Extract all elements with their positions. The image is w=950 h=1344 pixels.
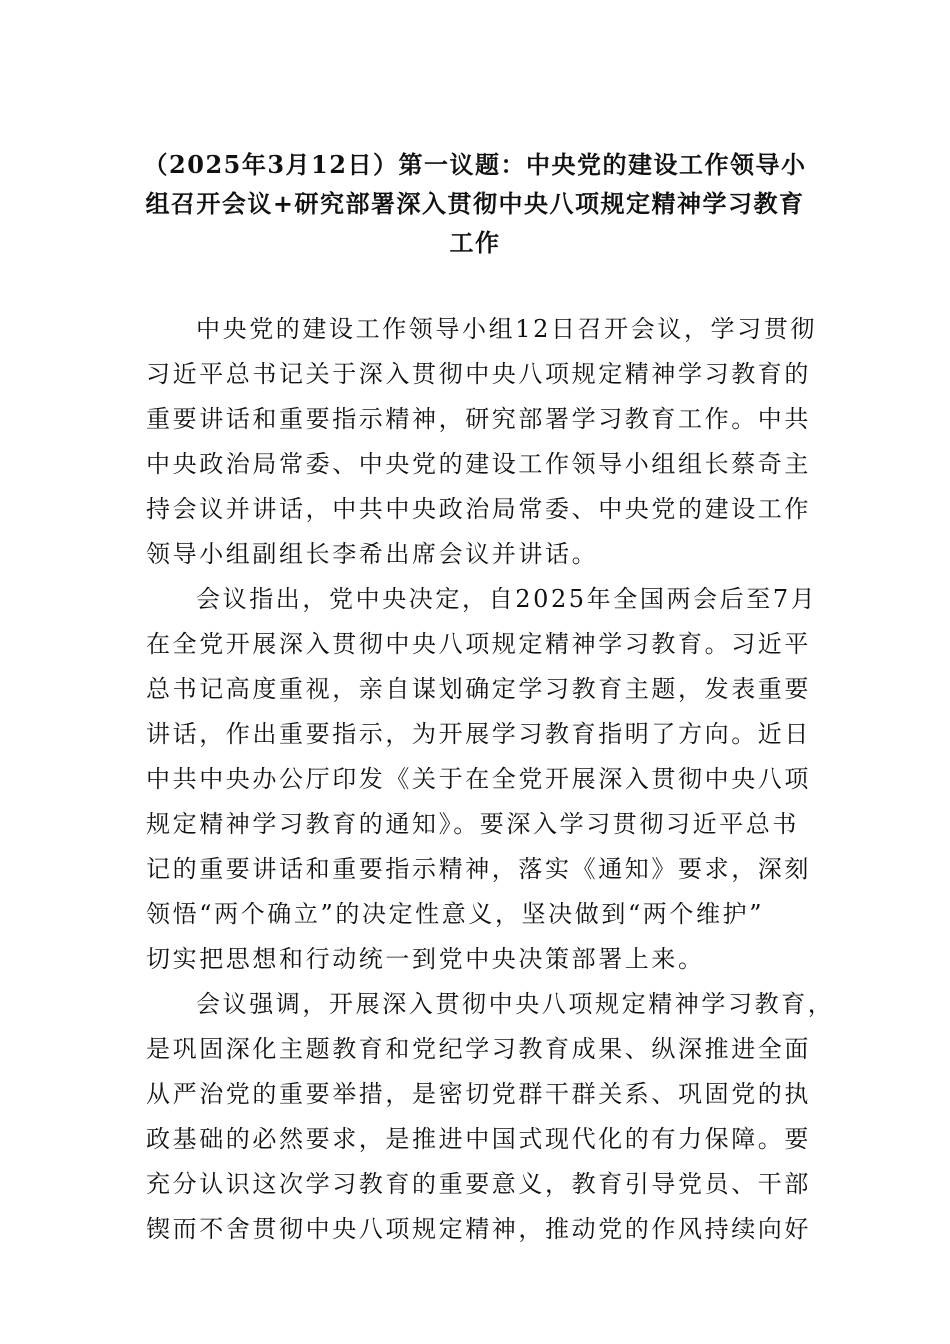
paragraph-line: 领悟“两个确立”的决定性意义，坚决做到“两个维护”: [146, 900, 765, 928]
paragraph-line: 中央党的建设工作领导小组12日召开会议，学习贯彻: [196, 315, 817, 343]
title-line: 组召开会议+研究部署深入贯彻中央八项规定精神学习教育: [145, 189, 805, 218]
paragraph-line: 从严治党的重要举措，是密切党群干群关系、巩固党的执: [146, 1080, 811, 1108]
paragraph-line: 中央政治局常委、中央党的建设工作领导小组组长蔡奇主: [146, 450, 811, 478]
paragraph-line: 重要讲话和重要指示精神，研究部署学习教育工作。中共: [146, 405, 811, 433]
paragraph-line: 充分认识这次学习教育的重要意义，教育引导党员、干部: [146, 1170, 811, 1198]
document-body: [146, 307, 835, 1252]
paragraph-line: 领导小组副组长李希出席会议并讲话。: [146, 540, 599, 568]
paragraph-line: 切实把思想和行动统一到党中央决策部署上来。: [146, 945, 705, 973]
paragraph-line: 记的重要讲话和重要指示精神，落实《通知》要求，深刻: [146, 855, 811, 883]
paragraph-line: 规定精神学习教育的通知》。要深入学习贯彻习近平总书: [146, 810, 799, 838]
paragraph-line: 政基础的必然要求，是推进中国式现代化的有力保障。要: [146, 1125, 811, 1153]
paragraph-line: 会议指出，党中央决定，自2025年全国两会后至7月: [196, 585, 818, 613]
paragraph-line: 会议强调，开展深入贯彻中央八项规定精神学习教育，: [196, 990, 835, 1018]
paragraph-line: 总书记高度重视，亲自谋划确定学习教育主题，发表重要: [146, 675, 811, 703]
paragraph: [146, 577, 818, 982]
paragraph-line: 持会议并讲话，中共中央政治局常委、中央党的建设工作: [146, 495, 811, 523]
title-line: 工作: [449, 228, 501, 257]
paragraph-line: 锲而不舍贯彻中央八项规定精神，推动党的作风持续向好: [146, 1215, 811, 1243]
paragraph: [146, 982, 835, 1252]
paragraph: [146, 307, 817, 577]
document-title: [140, 145, 810, 262]
paragraph-line: 讲话，作出重要指示，为开展学习教育指明了方向。近日: [146, 720, 811, 748]
paragraph-line: 习近平总书记关于深入贯彻中央八项规定精神学习教育的: [146, 360, 811, 388]
paragraph-line: 中共中央办公厅印发《关于在全党开展深入贯彻中央八项: [146, 765, 811, 793]
title-line: （2025年3月12日）第一议题：中央党的建设工作领导小: [143, 150, 807, 179]
paragraph-line: 是巩固深化主题教育和党纪学习教育成果、纵深推进全面: [146, 1035, 811, 1063]
paragraph-line: 在全党开展深入贯彻中央八项规定精神学习教育。习近平: [146, 630, 811, 658]
